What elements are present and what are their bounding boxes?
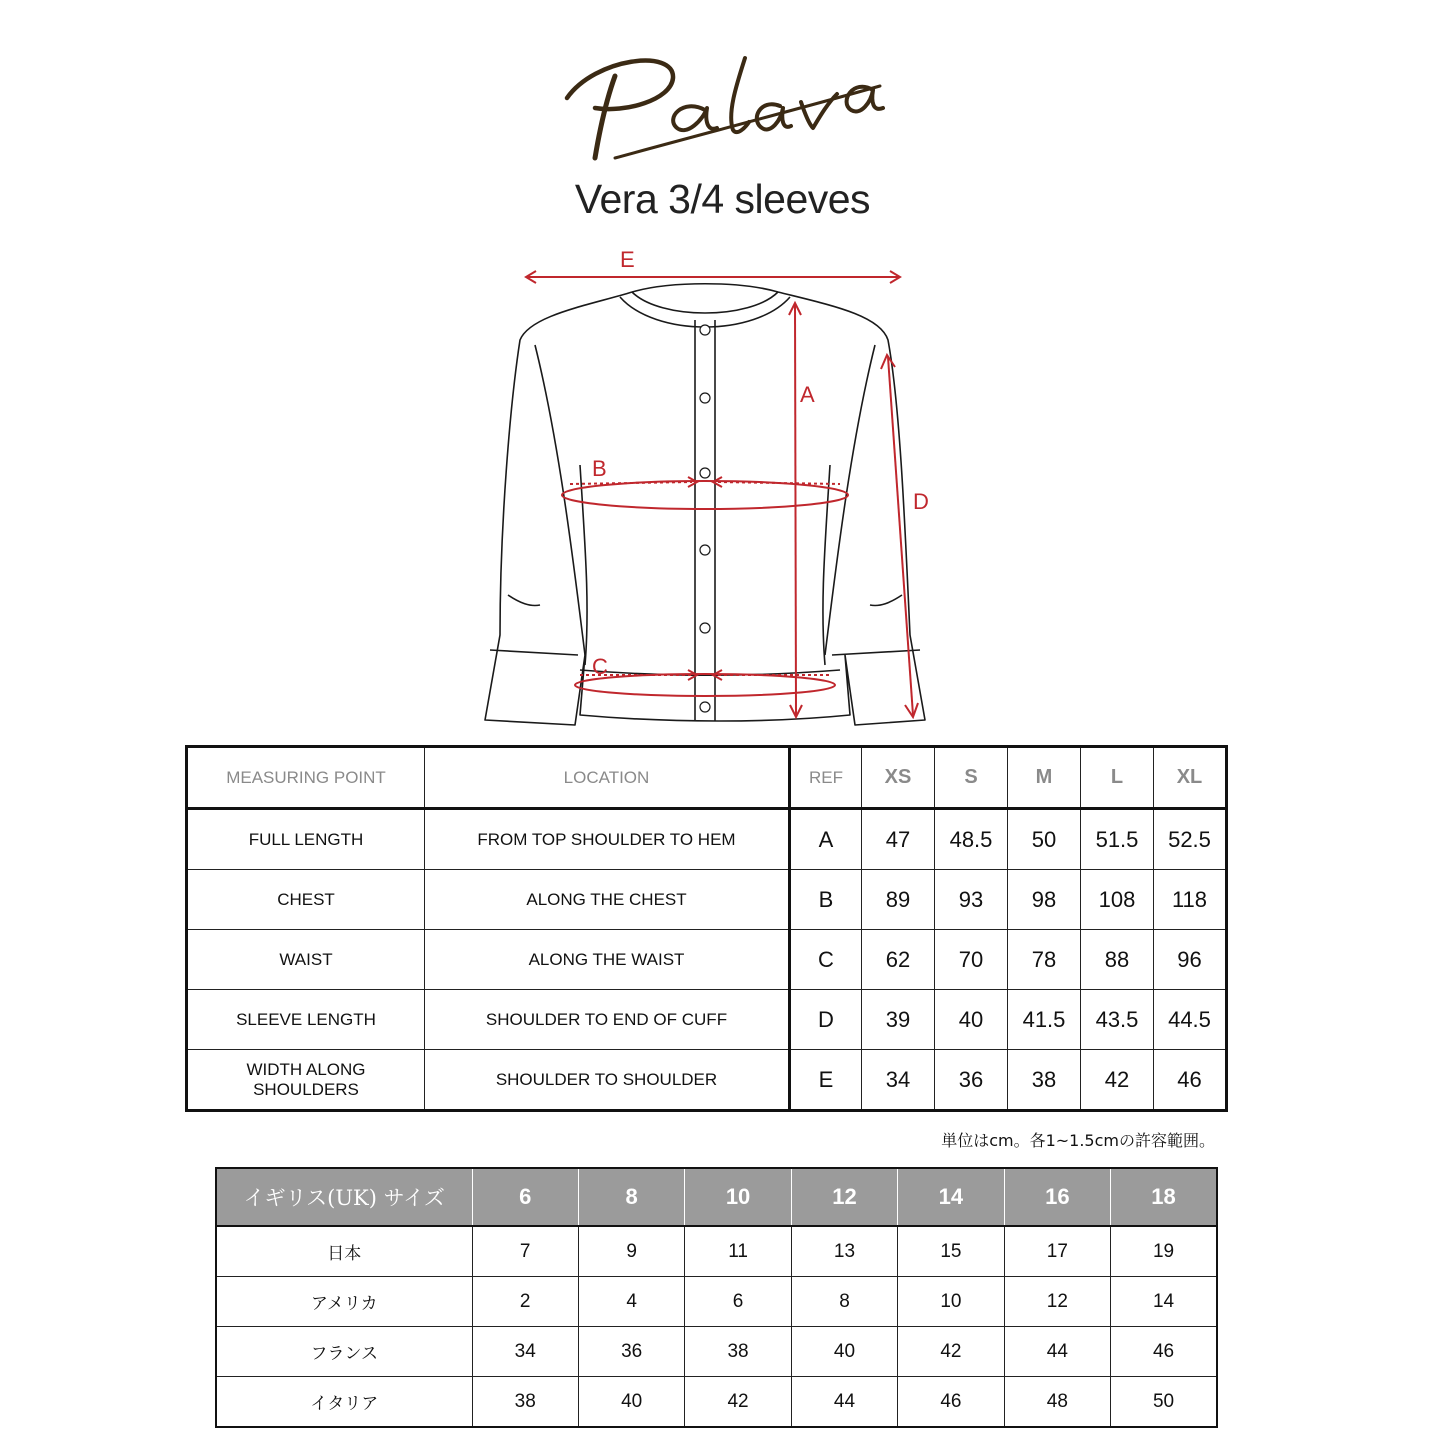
label-e: E xyxy=(620,247,635,272)
header-location: LOCATION xyxy=(425,747,790,809)
value-xl: 52.5 xyxy=(1154,809,1227,870)
size-value: 4 xyxy=(578,1277,684,1327)
table-row xyxy=(187,990,1227,1050)
country-label: アメリカ xyxy=(216,1277,472,1327)
size-value: 34 xyxy=(472,1327,578,1377)
header-size-m: M xyxy=(1008,747,1081,809)
value-s: 40 xyxy=(935,990,1008,1050)
measuring-point: CHEST xyxy=(187,870,425,930)
header-size-l: L xyxy=(1081,747,1154,809)
table-row xyxy=(216,1377,1217,1428)
size-value: 2 xyxy=(472,1277,578,1327)
value-l: 51.5 xyxy=(1081,809,1154,870)
value-m: 50 xyxy=(1008,809,1081,870)
header-ref: REF xyxy=(790,747,862,809)
table-header-row xyxy=(187,747,1227,809)
size-value: 46 xyxy=(1111,1327,1217,1377)
size-value: 15 xyxy=(898,1226,1004,1277)
size-value: 12 xyxy=(1004,1277,1110,1327)
country-label: 日本 xyxy=(216,1226,472,1277)
size-value: 7 xyxy=(472,1226,578,1277)
size-value: 14 xyxy=(1111,1277,1217,1327)
value-xs: 89 xyxy=(862,870,935,930)
value-m: 41.5 xyxy=(1008,990,1081,1050)
value-s: 36 xyxy=(935,1050,1008,1111)
header-size: 6 xyxy=(472,1168,578,1226)
table-row xyxy=(187,870,1227,930)
value-xs: 39 xyxy=(862,990,935,1050)
header-size: 14 xyxy=(898,1168,1004,1226)
size-value: 42 xyxy=(898,1327,1004,1377)
measuring-point: FULL LENGTH xyxy=(187,809,425,870)
value-m: 98 xyxy=(1008,870,1081,930)
location: ALONG THE WAIST xyxy=(425,930,790,990)
header-size: 16 xyxy=(1004,1168,1110,1226)
header-size: 18 xyxy=(1111,1168,1217,1226)
value-l: 88 xyxy=(1081,930,1154,990)
header-size-xs: XS xyxy=(862,747,935,809)
value-m: 78 xyxy=(1008,930,1081,990)
ref: E xyxy=(790,1050,862,1111)
size-value: 38 xyxy=(472,1377,578,1428)
size-value: 9 xyxy=(578,1226,684,1277)
location: SHOULDER TO END OF CUFF xyxy=(425,990,790,1050)
label-d: D xyxy=(913,489,929,514)
ref: D xyxy=(790,990,862,1050)
ref: C xyxy=(790,930,862,990)
size-value: 50 xyxy=(1111,1377,1217,1428)
measuring-point-line: WIDTH ALONG xyxy=(246,1059,366,1079)
value-s: 93 xyxy=(935,870,1008,930)
measurement-table xyxy=(185,745,1228,1112)
ref: B xyxy=(790,870,862,930)
table-row xyxy=(187,1050,1227,1111)
ref: A xyxy=(790,809,862,870)
location: SHOULDER TO SHOULDER xyxy=(425,1050,790,1111)
location: ALONG THE CHEST xyxy=(425,870,790,930)
size-value: 13 xyxy=(791,1226,897,1277)
garment-diagram xyxy=(470,245,970,740)
table-row xyxy=(216,1277,1217,1327)
country-label: イタリア xyxy=(216,1377,472,1428)
size-value: 17 xyxy=(1004,1226,1110,1277)
product-title: Vera 3/4 sleeves xyxy=(574,176,871,222)
value-xl: 46 xyxy=(1154,1050,1227,1111)
size-value: 36 xyxy=(578,1327,684,1377)
value-l: 43.5 xyxy=(1081,990,1154,1050)
value-s: 48.5 xyxy=(935,809,1008,870)
brand-logo xyxy=(555,28,890,168)
measuring-point: WAIST xyxy=(187,930,425,990)
label-c: C xyxy=(592,654,608,679)
value-xs: 34 xyxy=(862,1050,935,1111)
size-value: 40 xyxy=(578,1377,684,1428)
country-label: フランス xyxy=(216,1327,472,1377)
value-m: 38 xyxy=(1008,1050,1081,1111)
size-value: 10 xyxy=(898,1277,1004,1327)
header-uk-size: イギリス(UK) サイズ xyxy=(216,1168,472,1226)
conversion-header-row xyxy=(216,1168,1217,1226)
value-s: 70 xyxy=(935,930,1008,990)
location: FROM TOP SHOULDER TO HEM xyxy=(425,809,790,870)
size-value: 38 xyxy=(685,1327,791,1377)
size-value: 44 xyxy=(791,1377,897,1428)
size-value: 44 xyxy=(1004,1327,1110,1377)
value-xl: 118 xyxy=(1154,870,1227,930)
table-row xyxy=(187,930,1227,990)
header-size: 12 xyxy=(791,1168,897,1226)
size-value: 46 xyxy=(898,1377,1004,1428)
table-row xyxy=(187,809,1227,870)
label-a: A xyxy=(800,382,815,407)
table-row xyxy=(216,1226,1217,1277)
size-value: 6 xyxy=(685,1277,791,1327)
size-conversion-table xyxy=(215,1167,1218,1428)
value-xs: 62 xyxy=(862,930,935,990)
header-size-s: S xyxy=(935,747,1008,809)
value-xl: 96 xyxy=(1154,930,1227,990)
value-xl: 44.5 xyxy=(1154,990,1227,1050)
header-size: 8 xyxy=(578,1168,684,1226)
header-size-xl: XL xyxy=(1154,747,1227,809)
size-value: 48 xyxy=(1004,1377,1110,1428)
header-measuring-point: MEASURING POINT xyxy=(187,747,425,809)
size-value: 8 xyxy=(791,1277,897,1327)
measuring-point-line: SHOULDERS xyxy=(253,1079,359,1099)
value-l: 108 xyxy=(1081,870,1154,930)
header-size: 10 xyxy=(685,1168,791,1226)
unit-note: 単位はcm。各1~1.5cmの許容範囲。 xyxy=(941,1131,1215,1150)
measuring-point: SLEEVE LENGTH xyxy=(187,990,425,1050)
size-value: 42 xyxy=(685,1377,791,1428)
size-value: 11 xyxy=(685,1226,791,1277)
size-value: 40 xyxy=(791,1327,897,1377)
label-b: B xyxy=(592,456,607,481)
measuring-point xyxy=(187,1050,425,1111)
table-row xyxy=(216,1327,1217,1377)
size-value: 19 xyxy=(1111,1226,1217,1277)
value-xs: 47 xyxy=(862,809,935,870)
value-l: 42 xyxy=(1081,1050,1154,1111)
